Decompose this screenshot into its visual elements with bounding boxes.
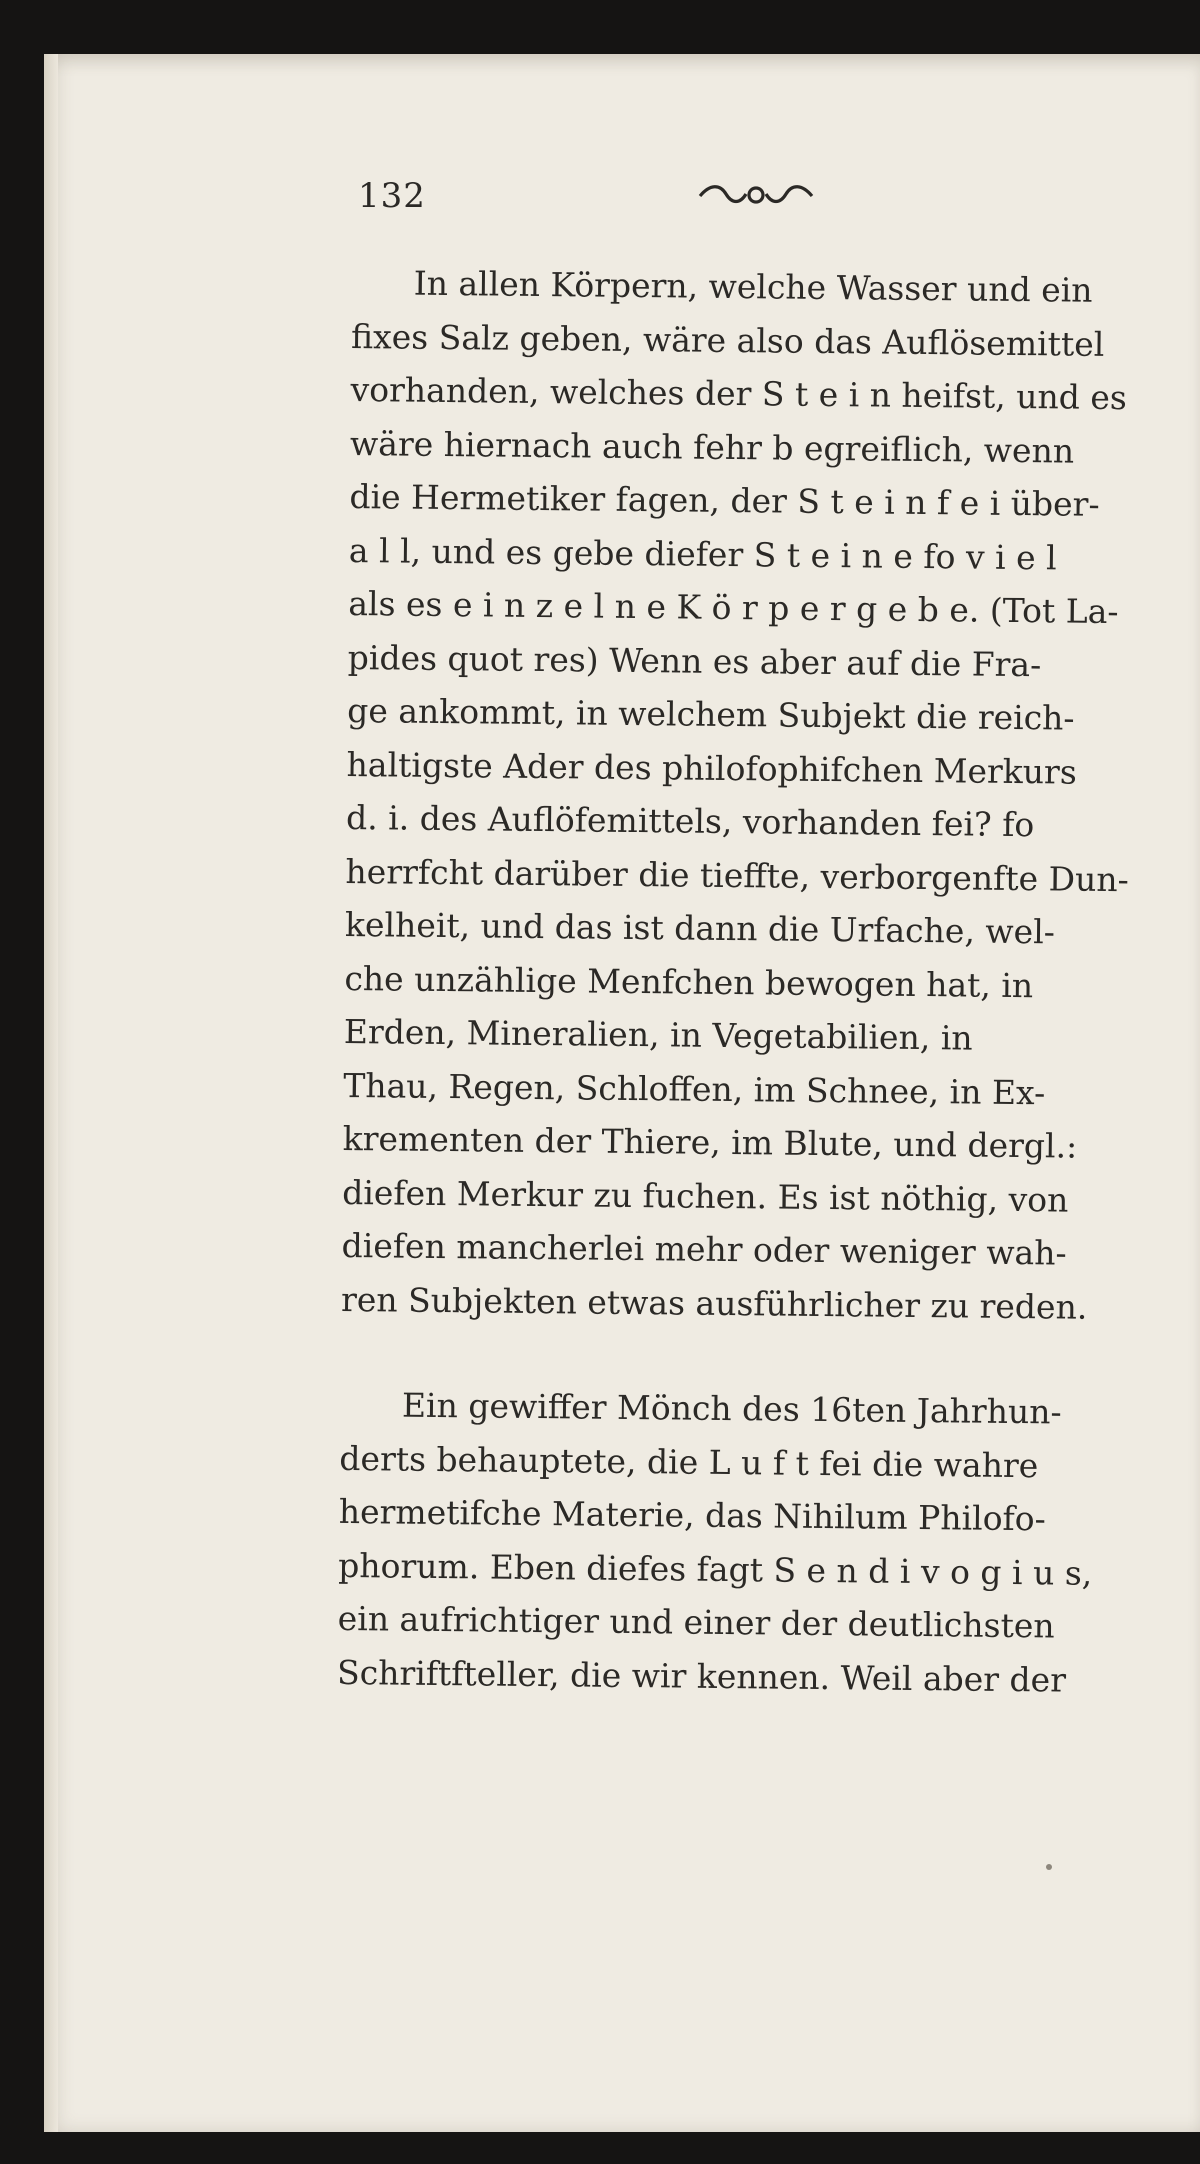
text-line: als es e i n z e l n e K ö r p e r g e b e. (Tot La- [348, 583, 1119, 632]
text-line: Erden, Mineralien, in Vegetabilien, in [343, 1011, 973, 1058]
text-line: kelheit, und das ist dann die Urfache, wel- [344, 904, 1056, 952]
page-header [358, 176, 838, 226]
text-line: vorhanden, welches der S t e i n heifst, und es [350, 369, 1128, 418]
text-line: che unzählige Menfchen bewogen hat, in [344, 958, 1034, 1005]
text-line: Schriftfteller, die wir kennen. Weil aber der [336, 1652, 1067, 1700]
text-line: krementen der Thiere, im Blute, und dergl.: [342, 1118, 1078, 1166]
body-text [337, 256, 1164, 1707]
page-gutter-edge [44, 54, 58, 2132]
text-line: diefen Merkur zu fuchen. Es ist nöthig, von [341, 1172, 1069, 1220]
text-line: Ein gewiffer Mönch des 16ten Jahrhun- [401, 1385, 1062, 1432]
text-line: fixes Salz geben, wäre also das Auflösemittel [350, 316, 1105, 364]
text-line: ren Subjekten etwas ausführlicher zu reden. [340, 1279, 1088, 1327]
paper-speck [1046, 1864, 1052, 1870]
text-line: haltigste Ader des philofophifchen Merkurs [346, 744, 1077, 792]
text-line: d. i. des Auflöfemittels, vorhanden fei? fo [345, 797, 1035, 845]
text-line: phorum. Eben diefes fagt S e n d i v o g i u s, [338, 1545, 1093, 1593]
text-line: In allen Körpern, welche Wasser und ein [413, 263, 1093, 310]
text-line: herrfcht darüber die tieffte, verborgenfte Dun- [345, 851, 1130, 899]
text-line: pides quot res) Wenn es aber auf die Fra- [347, 637, 1042, 684]
text-line: derts behauptete, die L u f t fei die wahre [339, 1438, 1039, 1485]
text-line: wäre hiernach auch fehr b egreiflich, wenn [349, 423, 1075, 471]
text-line: die Hermetiker fagen, der S t e i n f e i über- [349, 476, 1100, 524]
page-number: 132 [358, 176, 426, 216]
paragraph-1 [341, 256, 1164, 1334]
text-line: hermetifche Materie, das Nihilum Philofo- [338, 1491, 1047, 1539]
text-line: a l l, und es gebe diefer S t e i n e fo v i e l [348, 530, 1057, 577]
paragraph-2 [337, 1378, 1152, 1707]
text-line: diefen mancherlei mehr oder weniger wah- [341, 1225, 1067, 1273]
text-line: ge ankommt, in welchem Subjekt die reich- [347, 690, 1075, 738]
decorative-swirl-icon [696, 182, 816, 208]
text-line: ein aufrichtiger und einer der deutlichsten [337, 1598, 1055, 1646]
text-line: Thau, Regen, Schloffen, im Schnee, in Ex- [343, 1065, 1046, 1112]
